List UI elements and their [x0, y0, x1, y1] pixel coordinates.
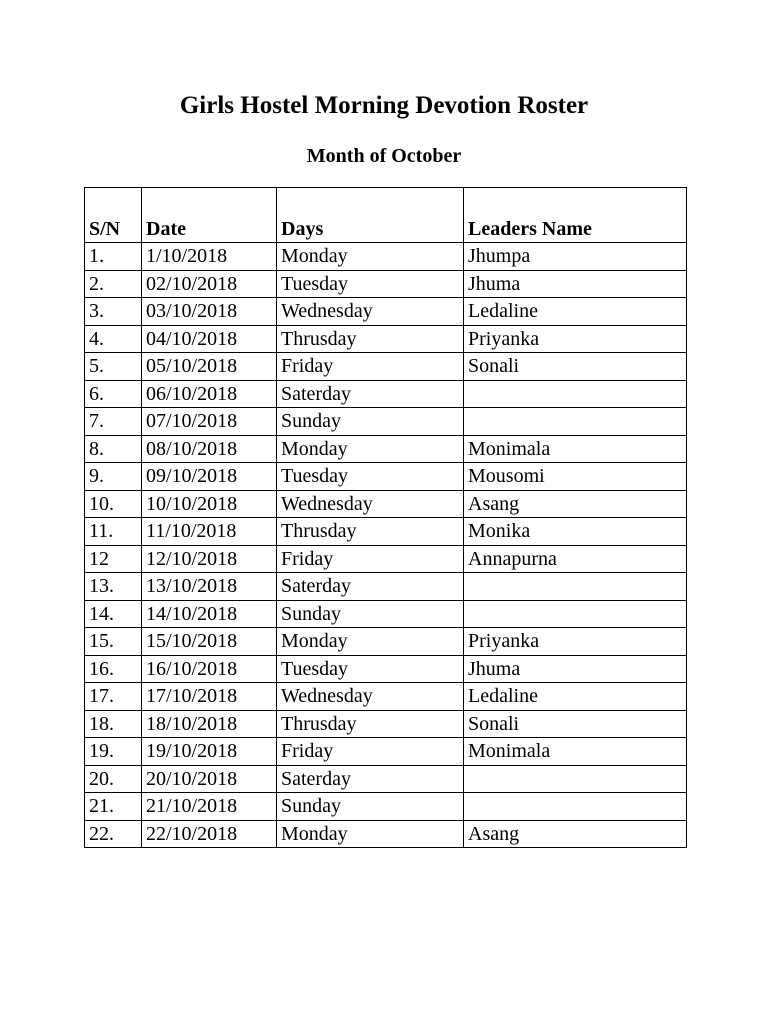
column-header-date: Date: [142, 188, 277, 243]
cell-date: 19/10/2018: [142, 738, 277, 766]
cell-date: 20/10/2018: [142, 765, 277, 793]
cell-leader: Priyanka: [464, 325, 687, 353]
cell-date: 21/10/2018: [142, 793, 277, 821]
cell-day: Saterday: [277, 380, 464, 408]
cell-date: 07/10/2018: [142, 408, 277, 436]
cell-sn: 21.: [85, 793, 142, 821]
cell-date: 18/10/2018: [142, 710, 277, 738]
cell-leader: Ledaline: [464, 683, 687, 711]
cell-sn: 6.: [85, 380, 142, 408]
cell-leader: Jhumpa: [464, 243, 687, 271]
cell-sn: 15.: [85, 628, 142, 656]
table-row: [85, 655, 687, 683]
cell-leader: [464, 793, 687, 821]
cell-day: Sunday: [277, 793, 464, 821]
cell-sn: 12: [85, 545, 142, 573]
table-row: [85, 490, 687, 518]
cell-date: 15/10/2018: [142, 628, 277, 656]
column-header-days: Days: [277, 188, 464, 243]
cell-date: 1/10/2018: [142, 243, 277, 271]
table-row: [85, 545, 687, 573]
cell-day: Friday: [277, 545, 464, 573]
table-row: [85, 573, 687, 601]
page-subtitle: Month of October: [306, 145, 462, 167]
cell-date: 16/10/2018: [142, 655, 277, 683]
table-row: [85, 600, 687, 628]
cell-leader: Jhuma: [464, 270, 687, 298]
table-row: [85, 793, 687, 821]
cell-date: 03/10/2018: [142, 298, 277, 326]
table-row: [85, 353, 687, 381]
cell-leader: Sonali: [464, 710, 687, 738]
cell-day: Saterday: [277, 573, 464, 601]
cell-date: 02/10/2018: [142, 270, 277, 298]
cell-sn: 3.: [85, 298, 142, 326]
cell-day: Monday: [277, 435, 464, 463]
cell-date: 04/10/2018: [142, 325, 277, 353]
table-row: [85, 683, 687, 711]
page-title: Girls Hostel Morning Devotion Roster: [179, 92, 589, 119]
cell-sn: 22.: [85, 820, 142, 848]
cell-sn: 16.: [85, 655, 142, 683]
table-row: [85, 270, 687, 298]
cell-sn: 10.: [85, 490, 142, 518]
table-row: [85, 380, 687, 408]
cell-sn: 4.: [85, 325, 142, 353]
cell-leader: [464, 765, 687, 793]
table-row: [85, 738, 687, 766]
cell-sn: 11.: [85, 518, 142, 546]
cell-sn: 18.: [85, 710, 142, 738]
cell-leader: [464, 380, 687, 408]
column-header-leaders-name: Leaders Name: [464, 188, 687, 243]
cell-leader: Sonali: [464, 353, 687, 381]
cell-leader: [464, 408, 687, 436]
roster-table: [84, 187, 687, 848]
cell-sn: 14.: [85, 600, 142, 628]
cell-sn: 1.: [85, 243, 142, 271]
cell-date: 06/10/2018: [142, 380, 277, 408]
cell-day: Wednesday: [277, 490, 464, 518]
roster-table-body: [85, 243, 687, 848]
cell-leader: Annapurna: [464, 545, 687, 573]
cell-date: 13/10/2018: [142, 573, 277, 601]
table-row: [85, 325, 687, 353]
cell-leader: [464, 600, 687, 628]
cell-day: Wednesday: [277, 298, 464, 326]
table-row: [85, 243, 687, 271]
cell-date: 11/10/2018: [142, 518, 277, 546]
cell-day: Tuesday: [277, 463, 464, 491]
cell-leader: Ledaline: [464, 298, 687, 326]
cell-day: Friday: [277, 738, 464, 766]
cell-day: Monday: [277, 628, 464, 656]
cell-leader: Monika: [464, 518, 687, 546]
cell-sn: 17.: [85, 683, 142, 711]
cell-date: 05/10/2018: [142, 353, 277, 381]
cell-leader: [464, 573, 687, 601]
cell-leader: Mousomi: [464, 463, 687, 491]
table-row: [85, 820, 687, 848]
cell-day: Saterday: [277, 765, 464, 793]
cell-sn: 5.: [85, 353, 142, 381]
cell-date: 22/10/2018: [142, 820, 277, 848]
cell-day: Wednesday: [277, 683, 464, 711]
table-row: [85, 518, 687, 546]
cell-day: Tuesday: [277, 270, 464, 298]
cell-leader: Jhuma: [464, 655, 687, 683]
cell-leader: Monimala: [464, 435, 687, 463]
cell-leader: Asang: [464, 490, 687, 518]
cell-day: Thrusday: [277, 325, 464, 353]
table-row: [85, 408, 687, 436]
cell-sn: 19.: [85, 738, 142, 766]
cell-sn: 2.: [85, 270, 142, 298]
cell-day: Monday: [277, 820, 464, 848]
cell-date: 14/10/2018: [142, 600, 277, 628]
table-row: [85, 628, 687, 656]
cell-date: 17/10/2018: [142, 683, 277, 711]
cell-date: 12/10/2018: [142, 545, 277, 573]
cell-day: Friday: [277, 353, 464, 381]
cell-day: Thrusday: [277, 710, 464, 738]
cell-sn: 7.: [85, 408, 142, 436]
table-row: [85, 765, 687, 793]
cell-date: 10/10/2018: [142, 490, 277, 518]
cell-leader: Priyanka: [464, 628, 687, 656]
cell-day: Sunday: [277, 600, 464, 628]
cell-day: Monday: [277, 243, 464, 271]
cell-day: Tuesday: [277, 655, 464, 683]
header-row: [85, 188, 687, 243]
table-row: [85, 463, 687, 491]
cell-sn: 9.: [85, 463, 142, 491]
table-row: [85, 435, 687, 463]
column-header-sn: S/N: [85, 188, 142, 243]
cell-sn: 8.: [85, 435, 142, 463]
roster-table-header: [85, 188, 687, 243]
cell-day: Sunday: [277, 408, 464, 436]
table-row: [85, 298, 687, 326]
cell-sn: 20.: [85, 765, 142, 793]
table-row: [85, 710, 687, 738]
cell-date: 09/10/2018: [142, 463, 277, 491]
cell-day: Thrusday: [277, 518, 464, 546]
cell-sn: 13.: [85, 573, 142, 601]
cell-leader: Asang: [464, 820, 687, 848]
cell-leader: Monimala: [464, 738, 687, 766]
cell-date: 08/10/2018: [142, 435, 277, 463]
